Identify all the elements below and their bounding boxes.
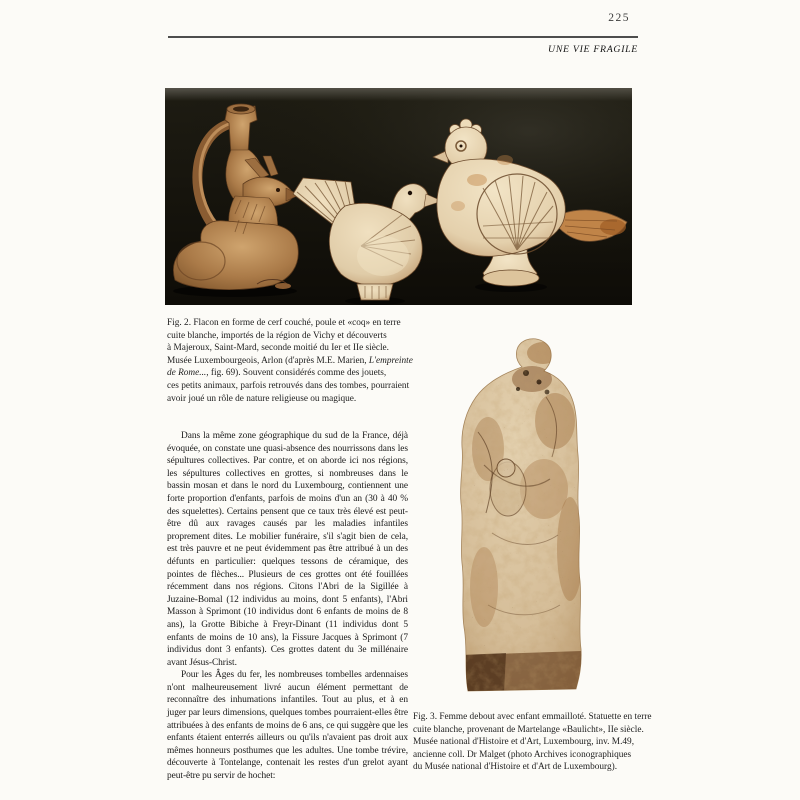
body-paragraph: Dans la même zone géographique du sud de la France, déjà évoquée, on constate une quasi-absence des nourrissons dans les sépultures collectives. Par contre, et on aborde ici nos régions, les sépultures collectives en grottes, si nombreuses dans le bassin mosan et dans le nord du Luxembourg, contiennent une forte proportion d'enfants, parfois de moins d'un an (30 à 40 % des squelettes). Certains pensent que ce taux très élevé est peut-être dû aux ravages causés par les maladies infantiles proprement dites. Le mobilier funéraire, s'il s'agit bien de cela, est très pauvre et ne peut évidemment pas être attribué à un des défunts en particulier: quelques tessons de céramique, des pointes de flèches... Plusieurs de ces grottes ont été fouillées récemment dans nos régions. Citons l'Abri de la Sigillée à Juzaine-Bomal (12 individus au moins, dont 5 enfants), l'Abri Masson à Sprimont (10 individus dont 6 enfants de moins de 8 ans), la Grotte Bibiche à Freyr-Dinant (11 individus dont 5 enfants de moins de 10 ans), la Fissure Jacques à Sprimont (7 individus dont 3 enfants). Ces grottes datent du 3e millénaire avant Jésus-Christ.	[167, 431, 408, 668]
figurines-illustration	[165, 88, 632, 305]
caption-line: cuite blanche, importés de la région de Vichy et découverts	[167, 330, 387, 341]
body-paragraph: Pour les Âges du fer, les nombreuses tombelles ardennaises n'ont malheureusement livré aucun élément permettant de reconnaître des inhumations infantiles. Tout au plus, et à en juger par leurs dimensions, quelques tombes pourraient-elles être attribuées à des enfants de moins de 6 ans, ce qui suggère que les enfants étaient enterrés ailleurs ou qu'ils n'avaient pas droit aux mêmes honneurs posthumes que les adultes. Une tombe trévire, découverte à Tontelange, contenait les restes d'un grelot ayant peut-être pu servir de hochet:	[167, 670, 408, 782]
page-number: 225	[608, 12, 630, 24]
article-column	[167, 430, 408, 783]
statuette-illustration	[448, 337, 600, 700]
running-header: UNE VIE FRAGILE	[548, 44, 638, 55]
caption-line: du Musée national d'Histoire et d'Art de Luxembourg).	[413, 762, 618, 773]
fig2-photo	[165, 88, 632, 305]
statuette-patina	[448, 337, 600, 700]
fig3-caption	[413, 711, 683, 774]
fig3-photo	[448, 337, 600, 700]
running-header-rule	[168, 36, 638, 38]
caption-line: Fig. 2. Flacon en forme de cerf couché, poule et «coq» en terre	[167, 318, 401, 328]
fig2-caption	[167, 317, 467, 405]
caption-line: cuite blanche, provenant de Martelange «Baulicht», IIe siècle.	[413, 724, 644, 735]
caption-line: Fig. 3. Femme debout avec enfant emmailloté. Statuette en terre	[413, 712, 652, 722]
caption-line: ces petits animaux, parfois retrouvés dans des tombes, pourraient	[167, 380, 410, 391]
caption-line: ancienne coll. Dr Malget (photo Archives iconographiques	[413, 749, 632, 760]
caption-line: Musée Luxembourgeois, Arlon (d'après M.E. Marien, L'empreinte	[167, 355, 413, 366]
caption-line: à Majeroux, Saint-Mard, seconde moitié du Ier et IIe siècle.	[167, 343, 390, 354]
caption-line: avoir joué un rôle de nature religieuse ou magique.	[167, 393, 357, 404]
caption-line: Musée national d'Histoire et d'Art, Luxembourg, inv. M.49,	[413, 737, 635, 748]
caption-line: de Rome..., fig. 69). Souvent considérés comme des jouets,	[167, 368, 387, 379]
